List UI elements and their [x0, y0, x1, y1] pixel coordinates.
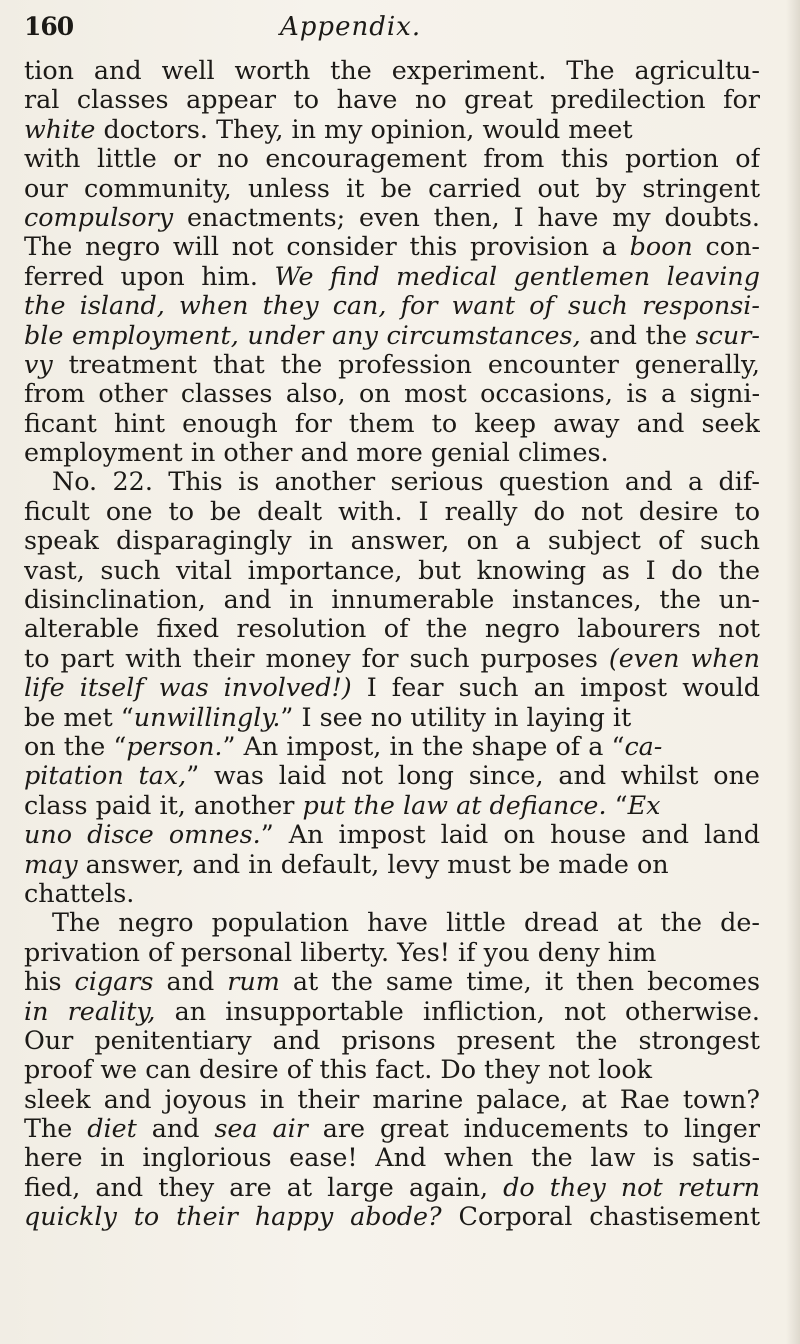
italic-text: life itself was involved!)	[24, 673, 352, 703]
text-line	[24, 879, 760, 908]
text-run: ” An impost, in the shape of a “	[222, 731, 625, 761]
text-run: an insupportable infliction, not otherwise.	[155, 996, 760, 1026]
text-run: and	[153, 967, 228, 997]
italic-text: cigars	[74, 967, 154, 997]
text-line	[24, 791, 760, 820]
italic-text: in reality,	[24, 996, 156, 1026]
text-line	[24, 144, 760, 173]
text-run: ” An impost laid on house and land	[260, 820, 760, 850]
italic-text: may	[24, 849, 78, 879]
italic-text: ca-	[624, 731, 663, 761]
text-line	[24, 174, 760, 203]
italic-text: uno disce omnes.	[24, 820, 261, 850]
text-run: tion and well worth the experiment. The agricultu-	[24, 56, 760, 85]
text-run: ” was laid not long since, and whilst one	[186, 761, 760, 791]
text-line	[24, 379, 760, 408]
text-line	[24, 497, 760, 526]
text-run: ficant hint enough for them to keep away and seek	[24, 408, 760, 438]
text-line	[24, 938, 760, 967]
text-line	[24, 703, 760, 732]
text-line	[24, 232, 760, 261]
italic-text: sea air	[214, 1114, 308, 1144]
text-run: sleek and joyous in their marine palace, at Rae town?	[24, 1084, 760, 1114]
text-line	[24, 761, 760, 790]
italic-text: do they not return	[503, 1172, 760, 1202]
text-run: The negro population have little dread at the de-	[52, 908, 760, 938]
text-run: and the	[580, 320, 696, 350]
text-run: The negro will not consider this provision a	[24, 232, 630, 262]
text-line	[24, 85, 760, 114]
text-line	[24, 673, 760, 702]
italic-text: compulsory	[24, 202, 174, 232]
text-run: from other classes also, on most occasions, is a signi-	[24, 379, 760, 409]
italic-text: We find medical gentlemen leaving	[274, 261, 760, 291]
text-run: at the same time, it then becomes	[279, 967, 760, 997]
text-run: ” I see no utility in laying it	[280, 702, 632, 732]
text-line	[24, 1114, 760, 1143]
text-line	[24, 467, 760, 496]
text-line	[24, 820, 760, 849]
text-line	[24, 321, 760, 350]
text-line	[24, 262, 760, 291]
text-run: ferred upon him.	[24, 261, 275, 291]
italic-text: Ex	[627, 790, 661, 820]
text-run: are great inducements to linger	[307, 1114, 760, 1144]
italic-text: the island, when they can, for want of such responsi-	[24, 291, 760, 321]
text-run: to part with their money for such purposes	[24, 643, 609, 673]
text-line	[24, 614, 760, 643]
text-run: No. 22. This is another serious question and a dif-	[52, 467, 760, 497]
text-line	[24, 1143, 760, 1172]
italic-text: person.	[126, 731, 223, 761]
text-run: doctors. They, in my opinion, would meet	[95, 114, 633, 144]
text-run: ral classes appear to have no great predilection for	[24, 85, 760, 115]
body-text	[24, 56, 760, 1232]
text-run: proof we can desire of this fact. Do they not look	[24, 1055, 653, 1085]
text-run: con-	[692, 232, 760, 262]
italic-text: scur-	[695, 320, 760, 350]
text-run: disinclination, and in innumerable instances, the un-	[24, 585, 760, 615]
text-run: on the “	[24, 731, 127, 761]
text-line	[24, 1085, 760, 1114]
text-run: here in inglorious ease! And when the law is satis-	[24, 1143, 760, 1173]
italic-text: put the law at defiance.	[302, 790, 607, 820]
text-run: treatment that the profession encounter generally,	[52, 349, 760, 379]
text-run: vast, such vital importance, but knowing as I do the	[24, 555, 760, 585]
text-run: enactments; even then, I have my doubts.	[173, 202, 760, 232]
text-line	[24, 526, 760, 555]
text-run: and	[136, 1114, 215, 1144]
text-line	[24, 732, 760, 761]
text-line	[24, 997, 760, 1026]
text-line	[24, 556, 760, 585]
italic-text: vy	[24, 349, 53, 379]
text-line	[24, 585, 760, 614]
text-line	[24, 908, 760, 937]
text-run: with little or no encouragement from this portion of	[24, 144, 760, 174]
text-line	[24, 644, 760, 673]
italic-text: boon	[629, 232, 693, 262]
italic-text: diet	[87, 1114, 137, 1144]
text-run: speak disparagingly in answer, on a subject of such	[24, 526, 760, 556]
text-run: ficult one to be dealt with. I really do not desire to	[24, 496, 760, 526]
text-run: answer, and in default, levy must be made on	[77, 849, 669, 879]
italic-text: (even when	[608, 643, 760, 673]
text-line	[24, 1202, 760, 1231]
italic-text: rum	[227, 967, 280, 997]
italic-text: white	[24, 114, 96, 144]
text-run: privation of personal liberty. Yes! if you deny him	[24, 937, 657, 967]
text-run: I fear such an impost would	[351, 673, 760, 703]
text-run: class paid it, another	[24, 790, 303, 820]
text-run: employment in other and more genial climes.	[24, 438, 609, 468]
text-run: his	[24, 967, 75, 997]
text-run: The	[24, 1114, 88, 1144]
text-line	[24, 1173, 760, 1202]
text-line	[24, 350, 760, 379]
text-line	[24, 438, 760, 467]
text-run: be met “	[24, 702, 134, 732]
italic-text: ble employment, under any circumstances,	[24, 320, 581, 350]
italic-text: pitation tax,	[24, 761, 187, 791]
text-line	[24, 967, 760, 996]
running-title: Appendix.	[280, 12, 422, 42]
text-line	[24, 409, 760, 438]
page-edge-shadow	[786, 0, 800, 1344]
italic-text: unwillingly.	[133, 702, 281, 732]
text-run: alterable fixed resolution of the negro labourers not	[24, 614, 760, 644]
text-run: chattels.	[24, 878, 135, 908]
text-run: “	[606, 790, 628, 820]
text-line	[24, 56, 760, 85]
text-line	[24, 1026, 760, 1055]
page-number: 160	[24, 12, 74, 41]
text-run: fied, and they are at large again,	[24, 1172, 504, 1202]
text-line	[24, 850, 760, 879]
text-line	[24, 291, 760, 320]
text-line	[24, 1055, 760, 1084]
text-run: Corporal chastisement	[441, 1202, 760, 1232]
page-header	[24, 10, 724, 50]
text-run: Our penitentiary and prisons present the strongest	[24, 1025, 760, 1055]
text-line	[24, 203, 760, 232]
italic-text: quickly to their happy abode?	[24, 1202, 442, 1232]
text-line	[24, 115, 760, 144]
text-run: our community, unless it be carried out by stringent	[24, 173, 760, 203]
